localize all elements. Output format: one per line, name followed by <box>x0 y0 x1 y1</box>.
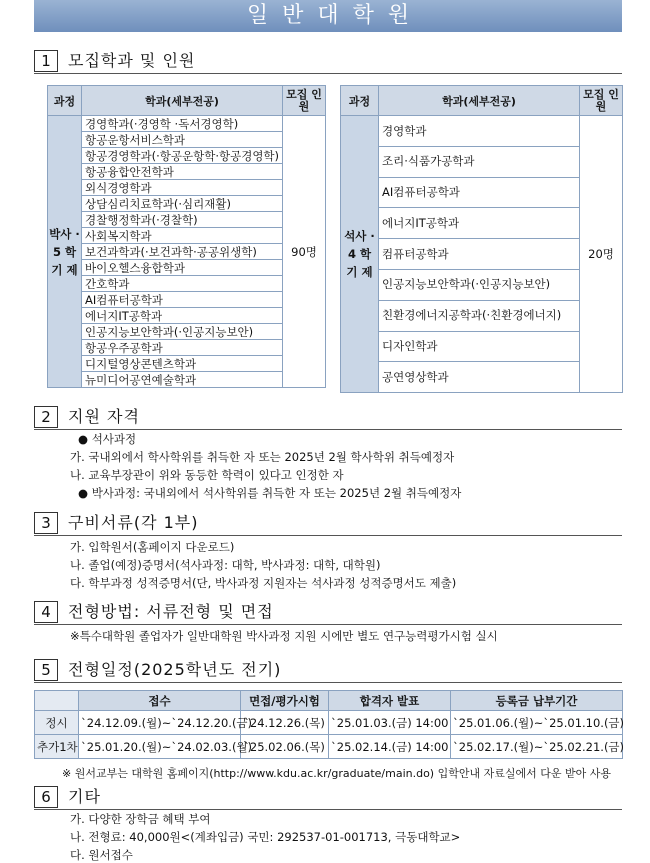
section-2-header <box>34 406 622 430</box>
header-quota: 모집 인원 <box>283 86 326 116</box>
section-number: 3 <box>34 512 58 534</box>
section-title: 구비서류(각 1부) <box>68 513 199 532</box>
course-label: 석사 · 4 학 기 제 <box>341 116 379 393</box>
dept-name: 공연영상학과 <box>379 362 580 393</box>
documents-line-3: 다. 학부과정 성적증명서(단, 박사과정 지원자는 석사과정 성적증명서도 제출) <box>70 576 457 590</box>
schedule-cell: `25.02.14.(금) 14:00 <box>329 735 451 759</box>
dept-name: 에너지IT공학과 <box>82 308 283 324</box>
documents-line-2: 나. 졸업(예정)증명서(석사과정: 대학, 박사과정: 대학, 대학원) <box>70 558 381 572</box>
header-course: 과정 <box>48 86 82 116</box>
section-title: 전형일정(2025학년도 전기) <box>68 660 282 679</box>
quota-value: 90명 <box>283 116 326 388</box>
schedule-row <box>35 735 623 759</box>
masters-table <box>340 85 623 393</box>
header-course: 과정 <box>341 86 379 116</box>
schedule-cell: `25.01.20.(월)~`24.02.03.(월) <box>79 735 241 759</box>
section-rule <box>34 429 622 430</box>
dept-name: 인공지능보안학과(·인공지능보안) <box>379 269 580 300</box>
dept-row <box>48 116 326 132</box>
etc-line-1: 가. 다양한 장학금 혜택 부여 <box>70 812 211 826</box>
dept-name: 디자인학과 <box>379 331 580 362</box>
section-number: 2 <box>34 406 58 428</box>
header-quota: 모집 인원 <box>580 86 623 116</box>
schedule-note: ※ 원서교부는 대학원 홈페이지(http://www.kdu.ac.kr/graduate/main.do) 입학안내 자료실에서 다운 받아 사용 <box>62 767 611 780</box>
section-4-header <box>34 601 622 625</box>
schedule-header: 면접/평가시험 <box>241 691 329 711</box>
section-rule <box>34 73 622 74</box>
schedule-row <box>35 711 623 735</box>
dept-name: 항공운항서비스학과 <box>82 132 283 148</box>
section-rule <box>34 624 622 625</box>
section-title: 기타 <box>68 787 101 806</box>
dept-name: 에너지IT공학과 <box>379 208 580 239</box>
section-rule <box>34 682 622 683</box>
dept-name: AI컴퓨터공학과 <box>82 292 283 308</box>
schedule-row-label: 정시 <box>35 711 79 735</box>
section-1-header <box>34 50 622 74</box>
dept-name: 컴퓨터공학과 <box>379 239 580 270</box>
schedule-cell: `25.01.06.(월)~`25.01.10.(금) <box>451 711 623 735</box>
schedule-header: 합격자 발표 <box>329 691 451 711</box>
etc-line-3: 다. 원서접수 <box>70 848 133 862</box>
section-number: 1 <box>34 50 58 72</box>
section-5-header <box>34 659 622 683</box>
dept-name: 외식경영학과 <box>82 180 283 196</box>
dept-name: 항공경영학과(·항공운항학·항공경영학) <box>82 148 283 164</box>
schedule-cell: `25.02.06.(목) <box>241 735 329 759</box>
dept-row <box>341 116 623 147</box>
dept-name: 친환경에너지공학과(·친환경에너지) <box>379 300 580 331</box>
schedule-cell: `25.02.17.(월)~`25.02.21.(금) <box>451 735 623 759</box>
qualification-line-3: 나. 교육부장관이 위와 동등한 학력이 있다고 인정한 자 <box>70 468 344 482</box>
dept-name: 바이오헬스융합학과 <box>82 260 283 276</box>
dept-name: 디지털영상콘텐츠학과 <box>82 356 283 372</box>
dept-name: 항공융합안전학과 <box>82 164 283 180</box>
schedule-cell: `25.01.03.(금) 14:00 <box>329 711 451 735</box>
schedule-header: 접수 <box>79 691 241 711</box>
qualification-line-2: 가. 국내외에서 학사학위를 취득한 자 또는 2025년 2월 학사학위 취득예정자 <box>70 450 455 464</box>
dept-name: 뉴미디어공연예술학과 <box>82 372 283 388</box>
section-number: 6 <box>34 786 58 808</box>
header-dept: 학과(세부전공) <box>379 86 580 116</box>
schedule-corner <box>35 691 79 711</box>
etc-line-2: 나. 전형료: 40,000원<(계좌입금) 국민: 292537-01-001713, 극동대학교> <box>70 830 461 844</box>
section-number: 4 <box>34 601 58 623</box>
qualification-line-1: ● 석사과정 <box>78 432 137 446</box>
section-6-header <box>34 786 622 810</box>
dept-name: 보건과학과(·보건과학·공공위생학) <box>82 244 283 260</box>
dept-name: 사회복지학과 <box>82 228 283 244</box>
qualification-line-4: ● 박사과정: 국내외에서 석사학위를 취득한 자 또는 2025년 2월 취득예정자 <box>78 486 462 500</box>
course-label: 박사 · 5 학 기 제 <box>48 116 82 388</box>
section-number: 5 <box>34 659 58 681</box>
dept-name: 인공지능보안학과(·인공지능보안) <box>82 324 283 340</box>
schedule-cell: `24.12.26.(목) <box>241 711 329 735</box>
dept-name: AI컴퓨터공학과 <box>379 177 580 208</box>
dept-name: 상담심리치료학과(·심리재활) <box>82 196 283 212</box>
quota-value: 20명 <box>580 116 623 393</box>
section-rule <box>34 809 622 810</box>
doctoral-table <box>47 85 326 388</box>
page-banner: 일반대학원 <box>34 0 622 32</box>
dept-name: 경영학과 <box>379 116 580 147</box>
dept-name: 경찰행정학과(·경찰학) <box>82 212 283 228</box>
dept-name: 조리·식품가공학과 <box>379 146 580 177</box>
header-dept: 학과(세부전공) <box>82 86 283 116</box>
schedule-header: 등록금 납부기간 <box>451 691 623 711</box>
documents-line-1: 가. 입학원서(홈페이지 다운로드) <box>70 540 235 554</box>
dept-name: 항공우주공학과 <box>82 340 283 356</box>
schedule-cell: `24.12.09.(월)~`24.12.20.(금) <box>79 711 241 735</box>
section-3-header <box>34 512 622 536</box>
schedule-table <box>34 690 623 759</box>
schedule-row-label: 추가1차 <box>35 735 79 759</box>
method-note: ※특수대학원 졸업자가 일반대학원 박사과정 지원 시에만 별도 연구능력평가시험 실시 <box>70 629 498 643</box>
dept-name: 경영학과(·경영학 ·독서경영학) <box>82 116 283 132</box>
dept-name: 간호학과 <box>82 276 283 292</box>
section-title: 지원 자격 <box>68 407 140 426</box>
section-title: 전형방법: 서류전형 및 면접 <box>68 602 274 621</box>
section-title: 모집학과 및 인원 <box>68 51 196 70</box>
section-rule <box>34 535 622 536</box>
